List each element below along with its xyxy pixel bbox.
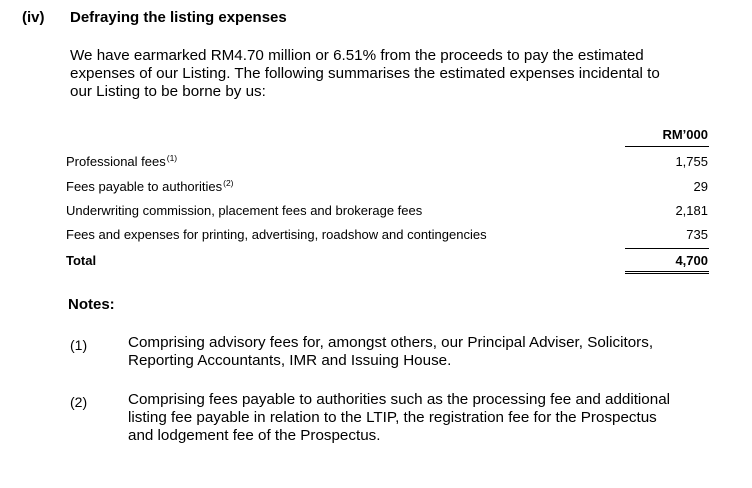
notes-title: Notes: [68, 296, 115, 313]
table-row-label [66, 203, 422, 218]
row-label-text: Professional fees [66, 154, 166, 169]
table-row-label [66, 227, 487, 242]
note-ref: (2) [223, 178, 234, 188]
note-line: and lodgement fee of the Prospectus. [128, 427, 381, 444]
row-label-text: Fees payable to authorities [66, 179, 223, 194]
table-row-value: 2,181 [675, 203, 708, 218]
subtotal-rule [625, 248, 709, 249]
note-line: Comprising fees payable to authorities such as the processing fee and additional [128, 391, 671, 408]
total-double-rule-bottom [625, 273, 709, 274]
total-label: Total [66, 253, 97, 268]
intro-paragraph [70, 47, 720, 101]
row-label-text: Fees and expenses for printing, advertising, roadshow and contingencies [66, 227, 487, 242]
note-line: Comprising advisory fees for, amongst others, our Principal Adviser, Solicitors, [128, 334, 654, 351]
note-number: (1) [70, 337, 88, 353]
section-number: (iv) [22, 9, 45, 26]
note-ref: (1) [166, 153, 178, 163]
table-row-label [66, 179, 234, 194]
note-line: listing fee payable in relation to the LTIP, the registration fee for the Prospectus [128, 409, 657, 426]
note-line: Reporting Accountants, IMR and Issuing House. [128, 352, 452, 369]
note-text [128, 391, 718, 445]
table-row-label [66, 154, 177, 169]
intro-line: We have earmarked RM4.70 million or 6.51% from the proceeds to pay the estimated [70, 47, 644, 64]
row-label-text: Underwriting commission, placement fees and brokerage fees [66, 203, 423, 218]
table-row-value: 29 [693, 179, 708, 194]
table-row-value: 735 [686, 227, 708, 242]
total-double-rule-top [625, 271, 709, 272]
intro-line: expenses of our Listing. The following summarises the estimated expenses incidental to [70, 65, 660, 82]
header-rule [625, 146, 709, 147]
section-title: Defraying the listing expenses [70, 9, 287, 26]
intro-line: our Listing to be borne by us: [70, 83, 266, 100]
column-header-rm000: RM’000 [662, 127, 708, 142]
note-text [128, 334, 718, 370]
table-row-value: 1,755 [675, 154, 708, 169]
total-value: 4,700 [675, 253, 708, 268]
note-number: (2) [70, 394, 88, 410]
